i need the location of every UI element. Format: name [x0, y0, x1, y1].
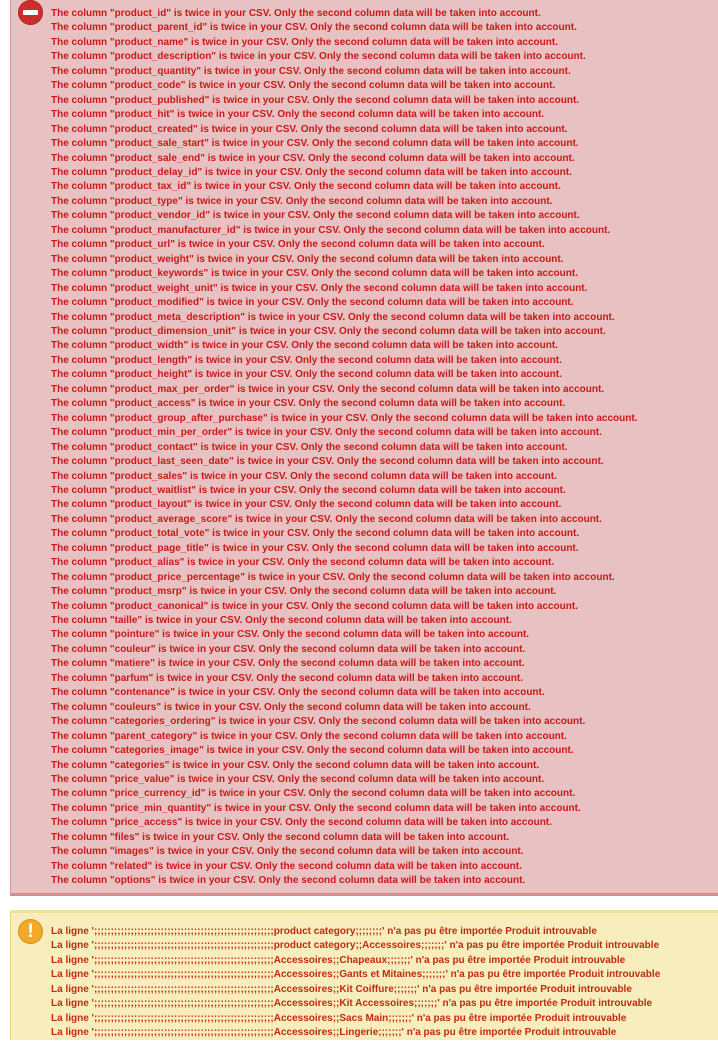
error-message: The column "files" is twice in your CSV. Only the second column data will be taken into account.	[51, 831, 510, 843]
warning-message: La ligne ';;;;;;;;;;;;;;;;;;;;;;;;;;;;;;;;;;;;;;;;;;;;;;;;;;;;;;Accessoires;;Lingerie;;;;;;;' n'a pas pu être importée Produit introuvable	[51, 1027, 617, 1039]
warning-message: La ligne ';;;;;;;;;;;;;;;;;;;;;;;;;;;;;;;;;;;;;;;;;;;;;;;;;;;;;;Accessoires;;Sacs Main;;;;;;;' n'a pas pu être importée Produit introuvable	[51, 1012, 627, 1024]
error-message: The column "product_min_per_order" is twice in your CSV. Only the second column data will be taken into account.	[51, 427, 602, 439]
error-message: The column "product_sale_end" is twice in your CSV. Only the second column data will be taken into account.	[51, 152, 575, 164]
error-message: The column "product_msrp" is twice in your CSV. Only the second column data will be taken into account.	[51, 586, 557, 598]
error-message: The column "matiere" is twice in your CSV. Only the second column data will be taken into account.	[51, 658, 525, 670]
error-message: The column "product_modified" is twice in your CSV. Only the second column data will be taken into account.	[51, 297, 574, 309]
error-icon	[18, 0, 43, 25]
error-message: The column "product_price_percentage" is twice in your CSV. Only the second column data will be taken into account.	[51, 571, 615, 583]
error-message: The column "product_average_score" is twice in your CSV. Only the second column data will be taken into account.	[51, 513, 602, 525]
error-message: The column "product_contact" is twice in your CSV. Only the second column data will be taken into account.	[51, 441, 568, 453]
warning-message: La ligne ';;;;;;;;;;;;;;;;;;;;;;;;;;;;;;;;;;;;;;;;;;;;;;;;;;;;;;Accessoires;;Chapeaux;;;;;;;' n'a pas pu être importée Produit introuvable	[51, 954, 626, 966]
error-message: The column "related" is twice in your CSV. Only the second column data will be taken into account.	[51, 860, 522, 872]
error-message: The column "price_access" is twice in your CSV. Only the second column data will be taken into account.	[51, 817, 552, 829]
error-message: The column "product_hit" is twice in your CSV. Only the second column data will be taken into account.	[51, 109, 545, 121]
error-message: The column "product_manufacturer_id" is twice in your CSV. Only the second column data will be taken into account.	[51, 224, 611, 236]
error-message: The column "product_url" is twice in your CSV. Only the second column data will be taken into account.	[51, 239, 545, 251]
error-message: The column "product_last_seen_date" is twice in your CSV. Only the second column data will be taken into account.	[51, 456, 604, 468]
warning-icon: !	[18, 919, 43, 944]
error-message: The column "product_vendor_id" is twice in your CSV. Only the second column data will be taken into account.	[51, 210, 580, 222]
error-message: The column "product_dimension_unit" is twice in your CSV. Only the second column data will be taken into account.	[51, 325, 606, 337]
error-message: The column "product_sales" is twice in your CSV. Only the second column data will be taken into account.	[51, 470, 557, 482]
error-message: The column "images" is twice in your CSV. Only the second column data will be taken into account.	[51, 846, 524, 858]
error-message: The column "parent_category" is twice in your CSV. Only the second column data will be taken into account.	[51, 730, 567, 742]
error-message: The column "product_max_per_order" is twice in your CSV. Only the second column data will be taken into account.	[51, 383, 605, 395]
error-message: The column "parfum" is twice in your CSV. Only the second column data will be taken into account.	[51, 672, 523, 684]
warning-message-list	[51, 925, 660, 1041]
warning-message: La ligne ';;;;;;;;;;;;;;;;;;;;;;;;;;;;;;;;;;;;;;;;;;;;;;;;;;;;;;product category;;Accessoires;;;;;;;' n'a pas pu être importée Produit introuvable	[51, 940, 660, 952]
error-message: The column "product_total_vote" is twice in your CSV. Only the second column data will be taken into account.	[51, 528, 580, 540]
error-message: The column "contenance" is twice in your CSV. Only the second column data will be taken into account.	[51, 687, 545, 699]
warning-message: La ligne ';;;;;;;;;;;;;;;;;;;;;;;;;;;;;;;;;;;;;;;;;;;;;;;;;;;;;;Accessoires;;Gants et Mitaines;;;;;;;' n'a pas pu être importée Produit introuvable	[51, 969, 661, 981]
warning-message: La ligne ';;;;;;;;;;;;;;;;;;;;;;;;;;;;;;;;;;;;;;;;;;;;;;;;;;;;;;Accessoires;;Kit Coiffure;;;;;;;' n'a pas pu être importée Produit introuvable	[51, 983, 632, 995]
error-message: The column "product_name" is twice in your CSV. Only the second column data will be taken into account.	[51, 36, 558, 48]
error-message: The column "taille" is twice in your CSV. Only the second column data will be taken into account.	[51, 615, 512, 627]
error-message: The column "product_layout" is twice in your CSV. Only the second column data will be taken into account.	[51, 499, 562, 511]
error-message: The column "product_access" is twice in your CSV. Only the second column data will be taken into account.	[51, 398, 566, 410]
error-message: The column "product_created" is twice in your CSV. Only the second column data will be taken into account.	[51, 123, 568, 135]
warning-message: La ligne ';;;;;;;;;;;;;;;;;;;;;;;;;;;;;;;;;;;;;;;;;;;;;;;;;;;;;;Accessoires;;Kit Accessoires;;;;;;;' n'a pas pu être importée Produit introuvable	[51, 998, 653, 1010]
error-message: The column "product_description" is twice in your CSV. Only the second column data will be taken into account.	[51, 51, 586, 63]
error-message: The column "product_width" is twice in your CSV. Only the second column data will be taken into account.	[51, 340, 558, 352]
error-message: The column "categories" is twice in your CSV. Only the second column data will be taken into account.	[51, 759, 540, 771]
error-message: The column "product_parent_id" is twice in your CSV. Only the second column data will be taken into account.	[51, 22, 577, 34]
error-message: The column "product_keywords" is twice in your CSV. Only the second column data will be taken into account.	[51, 268, 578, 280]
error-message: The column "product_quantity" is twice in your CSV. Only the second column data will be taken into account.	[51, 65, 571, 77]
error-message: The column "product_delay_id" is twice in your CSV. Only the second column data will be taken into account.	[51, 166, 572, 178]
error-message: The column "pointure" is twice in your CSV. Only the second column data will be taken into account.	[51, 629, 530, 641]
error-message: The column "couleur" is twice in your CSV. Only the second column data will be taken into account.	[51, 643, 526, 655]
error-message: The column "categories_image" is twice in your CSV. Only the second column data will be taken into account.	[51, 745, 574, 757]
error-message: The column "product_weight_unit" is twice in your CSV. Only the second column data will be taken into account.	[51, 282, 588, 294]
error-message: The column "product_published" is twice in your CSV. Only the second column data will be taken into account.	[51, 94, 580, 106]
error-message-panel	[10, 0, 718, 896]
error-message: The column "price_min_quantity" is twice in your CSV. Only the second column data will be taken into account.	[51, 802, 581, 814]
warning-message-panel	[10, 910, 718, 1040]
error-message: The column "product_tax_id" is twice in your CSV. Only the second column data will be taken into account.	[51, 181, 561, 193]
error-message: The column "product_type" is twice in your CSV. Only the second column data will be taken into account.	[51, 195, 553, 207]
error-message: The column "price_value" is twice in your CSV. Only the second column data will be taken into account.	[51, 774, 545, 786]
error-message: The column "price_currency_id" is twice in your CSV. Only the second column data will be taken into account.	[51, 788, 576, 800]
error-message: The column "product_meta_description" is twice in your CSV. Only the second column data will be taken into account.	[51, 311, 615, 323]
error-message: The column "product_weight" is twice in your CSV. Only the second column data will be taken into account.	[51, 253, 564, 265]
error-message: The column "product_waitlist" is twice in your CSV. Only the second column data will be taken into account.	[51, 484, 566, 496]
error-message: The column "categories_ordering" is twice in your CSV. Only the second column data will be taken into account.	[51, 716, 586, 728]
error-message: The column "product_group_after_purchase" is twice in your CSV. Only the second column data will be taken into account.	[51, 412, 638, 424]
error-message: The column "couleurs" is twice in your CSV. Only the second column data will be taken into account.	[51, 701, 531, 713]
warning-message: La ligne ';;;;;;;;;;;;;;;;;;;;;;;;;;;;;;;;;;;;;;;;;;;;;;;;;;;;;;product category;;;;;;;;' n'a pas pu être importée Produit introuvable	[51, 926, 597, 937]
error-message: The column "product_sale_start" is twice in your CSV. Only the second column data will be taken into account.	[51, 138, 579, 150]
error-message-list	[51, 7, 637, 889]
error-message: The column "product_canonical" is twice in your CSV. Only the second column data will be taken into account.	[51, 600, 578, 612]
error-message: The column "product_length" is twice in your CSV. Only the second column data will be taken into account.	[51, 354, 562, 366]
error-message: The column "product_page_title" is twice in your CSV. Only the second column data will be taken into account.	[51, 542, 579, 554]
error-message: The column "product_alias" is twice in your CSV. Only the second column data will be taken into account.	[51, 557, 555, 569]
error-message: The column "product_height" is twice in your CSV. Only the second column data will be taken into account.	[51, 369, 562, 381]
error-message: The column "product_id" is twice in your CSV. Only the second column data will be taken into account.	[51, 8, 541, 19]
error-message: The column "product_code" is twice in your CSV. Only the second column data will be taken into account.	[51, 80, 556, 92]
error-message: The column "options" is twice in your CSV. Only the second column data will be taken into account.	[51, 875, 526, 887]
